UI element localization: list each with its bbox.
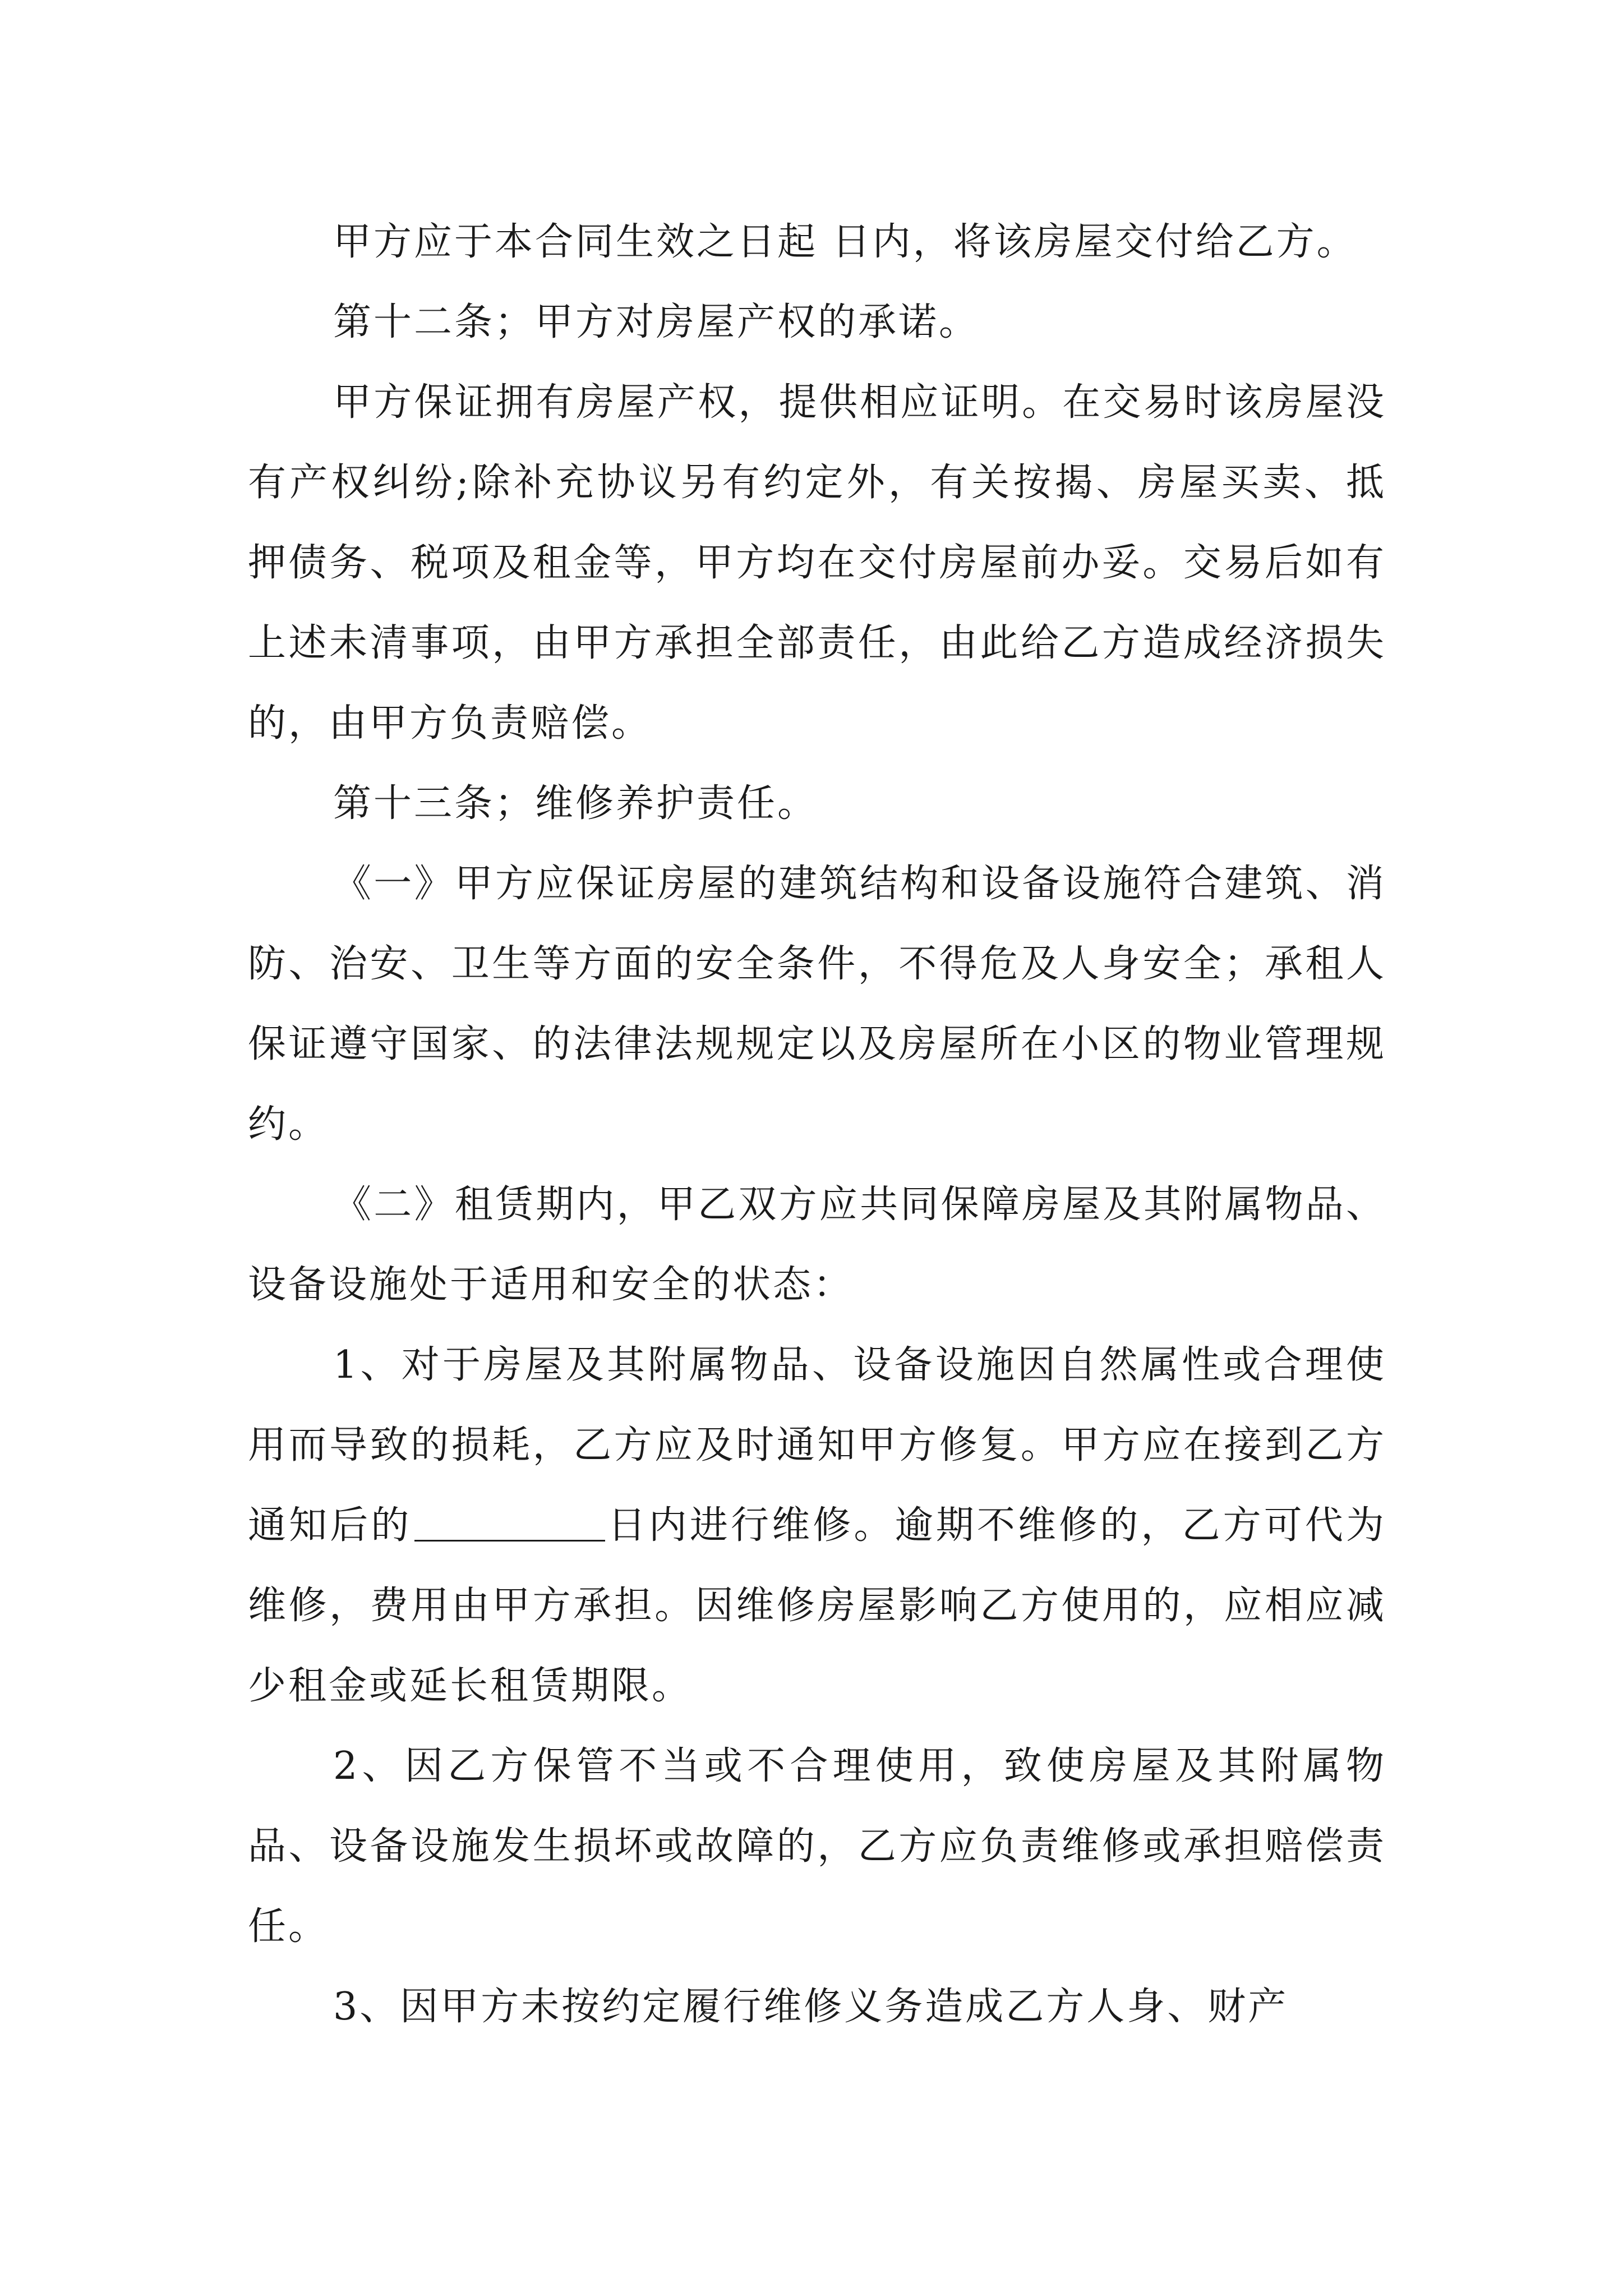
paragraph-article-12-heading: 第十二条；甲方对房屋产权的承诺。: [333, 300, 980, 344]
paragraph-item-1: [248, 1325, 1386, 1726]
paragraph-clause-2: 《二》租赁期内，甲乙双方应共同保障房屋及其附属物品、设备设施处于适用和安全的状态：: [248, 1182, 1386, 1307]
paragraph-item-3: 3、因甲方未按约定履行维修义务造成乙方人身、财产: [333, 1985, 1289, 2029]
paragraph-item-2: 2、因乙方保管不当或不合理使用，致使房屋及其附属物品、设备设施发生损坏或故障的，乙方应负责维修或承担赔偿责任。: [248, 1744, 1386, 1949]
paragraph-delivery: 甲方应于本合同生效之日起 日内，将该房屋交付给乙方。: [333, 220, 1357, 264]
item-1-text-after: 日内进行维修。逾期不维修的，乙方可代为维修，费用由甲方承担。因维修房屋影响乙方使用的，应相应减少租金或延长租赁期限。: [248, 1503, 1386, 1708]
paragraph-article-13-heading: 第十三条；维修养护责任。: [333, 781, 818, 826]
paragraph-clause-1: 《一》甲方应保证房屋的建筑结构和设备设施符合建筑、消防、治安、卫生等方面的安全条件，不得危及人身安全；承租人保证遵守国家、的法律法规规定以及房屋所在小区的物业管理规约。: [248, 862, 1386, 1147]
fill-in-blank-days: [414, 1506, 605, 1542]
document-body: [248, 202, 1386, 2047]
item-1-text-before: 1、对于房屋及其附属物品、设备设施因自然属性或合理使用而导致的损耗，乙方应及时通知甲方修复。甲方应在接到乙方通知后的: [248, 1343, 1386, 1548]
paragraph-property-rights-guarantee: 甲方保证拥有房屋产权，提供相应证明。在交易时该房屋没有产权纠纷;除补充协议另有约定外，有关按揭、房屋买卖、抵押债务、税项及租金等，甲方均在交付房屋前办妥。交易后如有上述未清事项，由甲方承担全部责任，由此给乙方造成经济损失的，由甲方负责赔偿。: [248, 380, 1386, 746]
